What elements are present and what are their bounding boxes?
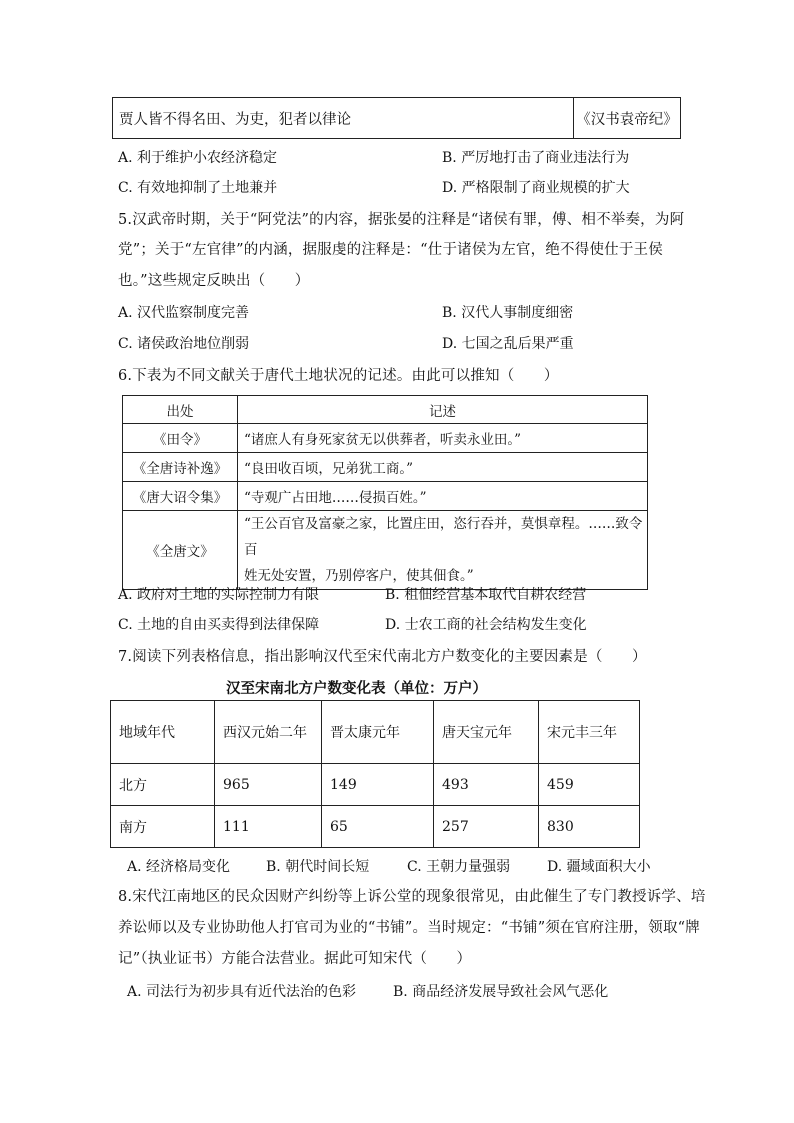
table-row xyxy=(113,98,681,139)
q8-stem-line2: 养讼师以及专业协助他人打官司为业的“书铺”。当时规定：“书铺”须在官府注册，领取“牌 xyxy=(118,920,700,936)
q6-source-cell: 《田令》 xyxy=(123,424,238,453)
q8-stem-line1: 8.宋代江南地区的民众因财产纠纷等上诉公堂的现象很常见，由此催生了专门教授诉学、培 xyxy=(118,889,706,905)
q7-value-cell: 493 xyxy=(434,764,539,806)
q6-source-cell: 《唐大诏令集》 xyxy=(123,482,238,511)
q4-quote-text: 贾人皆不得名田、为吏，犯者以律论 xyxy=(119,111,351,128)
q6-record-line: 姓无处安置，乃别停客户，使其佃食。” xyxy=(244,568,474,584)
q6-record-cell: “寺观广占田地……侵损百姓。” xyxy=(238,482,648,511)
table-row xyxy=(123,482,648,511)
q7-value-cell: 149 xyxy=(322,764,434,806)
table-row xyxy=(123,511,648,590)
table-header-row xyxy=(123,396,648,424)
q5-stem-line1: 5.汉武帝时期，关于“阿党法”的内容，据张晏的注释是“诸侯有罪，傅、相不举奏，为阿 xyxy=(118,212,685,228)
q4-quote-cell xyxy=(113,98,574,139)
q4-source-cell xyxy=(574,98,681,139)
q4-option-b: B. 严厉地打击了商业违法行为 xyxy=(442,150,630,166)
q7-header-cell: 西汉元始二年 xyxy=(215,701,322,764)
q7-option-c: C. 王朝力量强弱 xyxy=(407,859,511,875)
q5-stem-line3: 也。”这些规定反映出（ ） xyxy=(118,273,310,289)
q7-value-cell: 965 xyxy=(215,764,322,806)
table-row xyxy=(123,453,648,482)
q5-option-c: C. 诸侯政治地位削弱 xyxy=(118,336,250,352)
q6-record-cell: “良田收百顷，兄弟犹工商。” xyxy=(238,453,648,482)
q4-option-a: A. 利于维护小农经济稳定 xyxy=(118,150,278,166)
q6-option-a: A. 政府对土地的实际控制力有限 xyxy=(118,587,320,603)
q7-option-d: D. 疆域面积大小 xyxy=(547,859,651,875)
table-header-row xyxy=(111,701,640,764)
q6-source-cell: 《全唐诗补逸》 xyxy=(123,453,238,482)
q5-option-d: D. 七国之乱后果严重 xyxy=(442,336,574,352)
q6-table xyxy=(122,395,648,590)
q7-value-cell: 111 xyxy=(215,806,322,848)
q7-value-cell: 257 xyxy=(434,806,539,848)
q7-region-cell: 南方 xyxy=(111,806,215,848)
q7-value-cell: 459 xyxy=(539,764,640,806)
q4-option-d: D. 严格限制了商业规模的扩大 xyxy=(442,180,630,196)
q7-header-cell: 宋元丰三年 xyxy=(539,701,640,764)
q7-header-cell: 地域年代 xyxy=(111,701,215,764)
q6-record-cell: “诸庶人有身死家贫无以供葬者，听卖永业田。” xyxy=(238,424,648,453)
q8-option-b: B. 商品经济发展导致社会风气恶化 xyxy=(393,984,609,1000)
q7-stem: 7.阅读下列表格信息，指出影响汉代至宋代南北方户数变化的主要因素是（ ） xyxy=(118,649,647,665)
q7-value-cell: 65 xyxy=(322,806,434,848)
q4-source-text: 《汉书袁帝纪》 xyxy=(576,111,678,128)
q6-header-source: 出处 xyxy=(123,396,238,424)
q7-value-cell: 830 xyxy=(539,806,640,848)
q6-record-cell xyxy=(238,511,648,590)
table-row xyxy=(123,424,648,453)
q4-table xyxy=(112,97,681,139)
q7-table-title: 汉至宋南北方户数变化表（单位：万户） xyxy=(226,680,487,697)
q7-table xyxy=(110,700,640,848)
q4-option-c: C. 有效地抑制了土地兼并 xyxy=(118,180,278,196)
q7-option-b: B. 朝代时间长短 xyxy=(266,859,370,875)
q6-record-line: “王公百官及富豪之家，比置庄田，恣行吞并，莫惧章程。……致令百 xyxy=(244,516,643,558)
q7-header-cell: 晋太康元年 xyxy=(322,701,434,764)
q5-option-a: A. 汉代监察制度完善 xyxy=(118,305,250,321)
q8-option-a: A. 司法行为初步具有近代法治的色彩 xyxy=(127,984,357,1000)
q5-stem-line2: 党”；关于“左官律”的内涵，据服虔的注释是：“仕于诸侯为左官，绝不得使仕于王侯 xyxy=(118,242,663,258)
q7-region-cell: 北方 xyxy=(111,764,215,806)
q6-option-b: B. 租佃经营基本取代自耕农经营 xyxy=(385,587,587,603)
q5-option-b: B. 汉代人事制度细密 xyxy=(442,305,574,321)
table-row xyxy=(111,764,640,806)
q6-option-d: D. 士农工商的社会结构发生变化 xyxy=(385,617,587,633)
q7-header-cell: 唐天宝元年 xyxy=(434,701,539,764)
q6-header-record: 记述 xyxy=(238,396,648,424)
q8-stem-line3: 记”（执业证书）方能合法营业。据此可知宋代（ ） xyxy=(118,951,472,967)
q6-stem: 6.下表为不同文献关于唐代土地状况的记述。由此可以推知（ ） xyxy=(118,368,559,384)
q7-option-a: A. 经济格局变化 xyxy=(127,859,231,875)
table-row xyxy=(111,806,640,848)
q6-source-cell: 《全唐文》 xyxy=(123,511,238,590)
q6-option-c: C. 土地的自由买卖得到法律保障 xyxy=(118,617,320,633)
